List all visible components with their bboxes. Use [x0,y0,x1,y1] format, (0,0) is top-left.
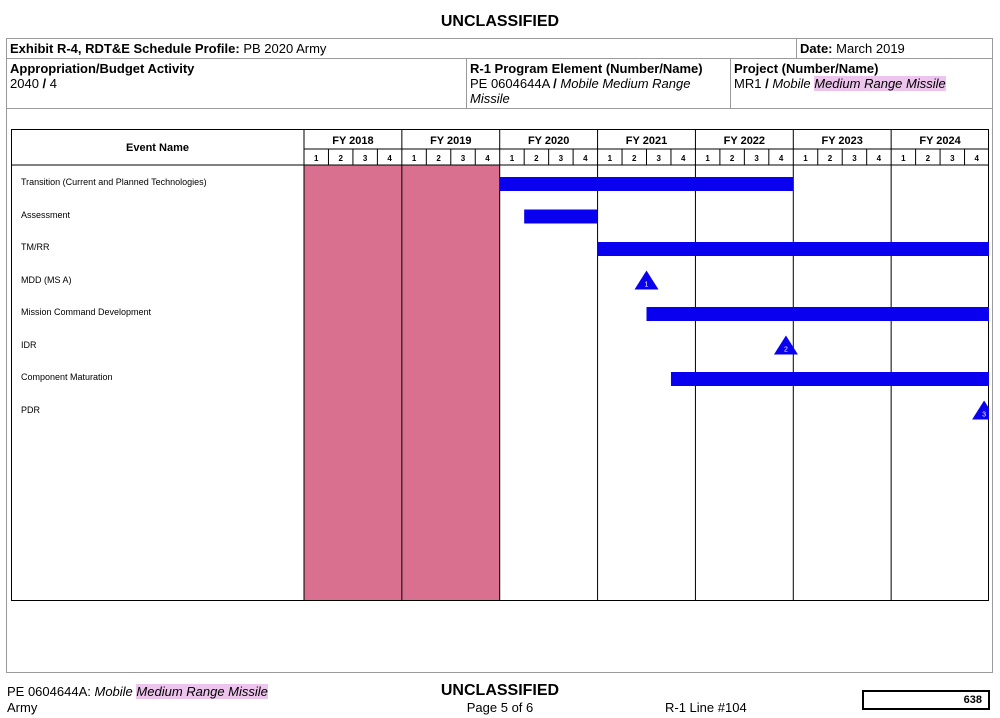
quarter-label: 4 [583,154,588,163]
event-label: Assessment [21,209,71,220]
event-label: MDD (MS A) [21,274,72,285]
footer-pe-name-highlight: Medium Range Missile [136,684,268,699]
appropriation-separator: / [42,76,47,91]
milestone-number: 2 [783,346,788,354]
quarter-label: 3 [950,154,955,163]
milestone-number: 1 [644,281,649,289]
year-label: FY 2018 [332,135,374,147]
page-number-box: 638 [862,690,990,710]
quarter-label: 1 [509,154,515,163]
year-label: FY 2023 [821,135,863,147]
milestone-number: 3 [982,411,987,419]
event-label: TM/RR [21,242,50,252]
quarter-label: 4 [680,154,686,163]
milestone-marker [972,401,989,420]
quarter-label: 1 [411,154,417,163]
date-value: March 2019 [836,41,905,56]
schedule-grid [11,129,989,601]
event-label: Transition (Current and Planned Technologies) [21,177,207,187]
event-label: IDR [21,339,37,350]
quarter-label: 3 [362,154,368,163]
quarter-label: 3 [754,154,759,163]
quarter-label: 4 [485,154,490,163]
event-bar [524,210,597,224]
program-info-row [7,59,992,109]
project-cell [731,59,992,108]
quarter-label: 2 [534,154,539,163]
year-label: FY 2021 [625,135,668,147]
quarter-label: 2 [632,154,637,163]
event-name-header: Event Name [126,142,189,154]
quarter-label: 1 [705,154,710,163]
project-number: MR1 [734,76,762,91]
r1-name-line2: Missile [470,91,510,106]
quarter-label: 3 [558,154,564,163]
event-bar [500,177,794,191]
quarter-label: 1 [607,154,613,163]
quarter-label: 3 [852,154,857,163]
quarter-label: 3 [460,154,466,163]
year-label: FY 2020 [527,135,570,147]
top-classification: UNCLASSIFIED [440,13,560,30]
quarter-label: 2 [827,154,833,163]
r1-label: R-1 Program Element (Number/Name) [470,61,703,76]
shaded-year-fy-2019 [402,165,500,601]
appropriation-label: Appropriation/Budget Activity [10,61,195,76]
quarter-label: 2 [729,154,735,163]
r1-program-element-cell [467,59,731,108]
quarter-label: 4 [974,154,979,163]
event-bar [598,242,989,256]
footer-pe-number: PE 0604644A: [7,684,91,699]
quarter-label: 4 [778,154,784,163]
footer-pe [7,684,268,699]
project-name-highlight: Medium Range Missile [814,76,946,91]
quarter-label: 1 [314,154,319,163]
footer-pe-name: Mobile [94,684,133,699]
project-label: Project (Number/Name) [734,61,879,76]
event-label: Component Maturation [21,372,113,382]
bottom-classification: UNCLASSIFIED [440,682,560,699]
quarter-label: 1 [901,154,906,163]
event-label: Mission Command Development [21,307,152,317]
footer-r1-line: R-1 Line #104 [665,700,747,715]
r1-number: PE 0604644A [470,76,550,91]
year-label: FY 2024 [919,135,961,147]
project-separator: / [765,76,769,91]
quarter-label: 2 [436,154,441,163]
r1-name-line1: Mobile Medium Range [560,76,691,91]
budget-activity: 4 [49,76,58,91]
year-label: FY 2022 [723,135,766,147]
schedule-chart [11,129,989,601]
r1-separator: / [553,76,557,91]
quarter-label: 2 [925,154,931,163]
quarter-label: 1 [803,154,808,163]
event-bar [671,372,989,386]
quarter-label: 3 [656,154,661,163]
appropriation-cell [7,59,467,108]
event-bar [647,307,990,321]
footer-service: Army [7,700,38,715]
exhibit-title-row [7,39,992,59]
date-cell [797,39,992,58]
project-name: Mobile [772,76,811,91]
quarter-label: 4 [876,154,882,163]
footer-page: Page 5 of 6 [466,700,534,715]
exhibit-title [7,39,797,58]
appropriation-code: 2040 [10,76,39,91]
quarter-label: 4 [387,154,392,163]
exhibit-value: PB 2020 Army [243,41,327,56]
exhibit-label: Exhibit R-4, RDT&E Schedule Profile: [10,41,240,56]
quarter-label: 2 [338,154,343,163]
shaded-year-fy-2018 [304,165,402,601]
event-label: PDR [21,404,41,415]
year-label: FY 2019 [430,135,472,147]
date-label: Date: [800,41,833,56]
